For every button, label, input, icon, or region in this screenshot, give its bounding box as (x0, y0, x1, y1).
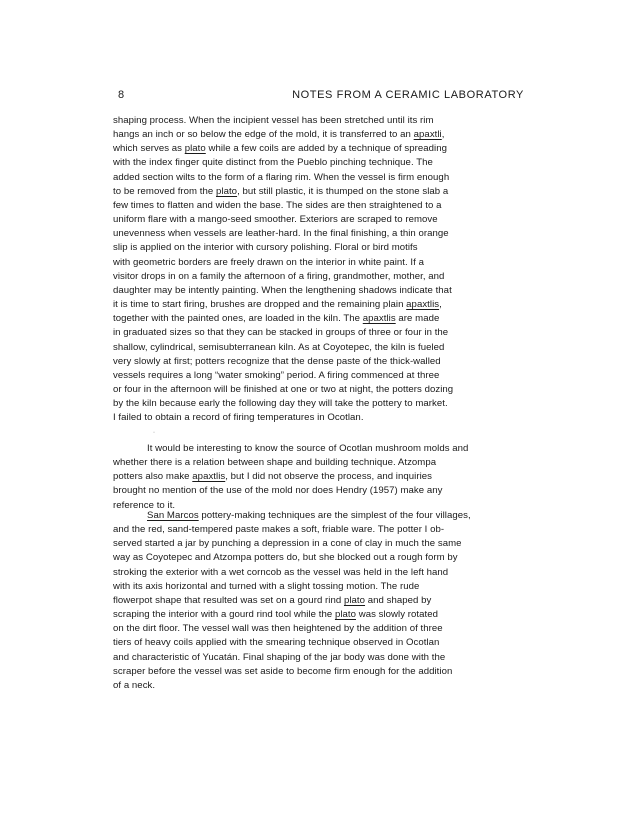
paragraph-3 (113, 509, 533, 693)
underlined-term: apaxtlis (192, 471, 226, 483)
text-line: tiers of heavy coils applied with the smearing technique observed in Ocotlan (113, 637, 440, 649)
text-line: flowerpot shape that resulted was set on a gourd rind plato and shaped by (113, 594, 432, 606)
text-line: with the index finger quite distinct from the Pueblo pinching technique. The (113, 157, 433, 169)
text-line: added section wilts to the form of a flaring rim. When the vessel is firm enough (113, 171, 450, 183)
paragraph-2 (113, 442, 533, 513)
text-line: very slowly at first; potters recognize that the dense paste of the thick-walled (113, 355, 441, 367)
page-header (118, 89, 524, 105)
text-line: slip is applied on the interior with cursory polishing. Floral or bird motifs (113, 242, 418, 254)
text-line: hangs an inch or so below the edge of the mold, it is transferred to an apaxtli, (113, 129, 445, 141)
text-line: whether there is a relation between shape and building technique. Atzompa (113, 457, 437, 469)
text-line: reference to it. (113, 499, 176, 511)
text-line: I failed to obtain a record of firing temperatures in Ocotlan. (113, 412, 364, 424)
text-line: together with the painted ones, are loaded in the kiln. The apaxtlis are made (113, 313, 440, 325)
underlined-term: plato (343, 594, 366, 606)
paragraph-1 (113, 114, 533, 425)
text-line: by the kiln because early the following day they will take the pottery to market. (113, 398, 448, 410)
underlined-term: San Marcos (147, 510, 199, 521)
underlined-term: apaxtlis (362, 313, 396, 325)
text-line: or four in the afternoon will be finished at one or two at night, the potters dozing (113, 383, 454, 395)
text-line: shaping process. When the incipient vessel has been stretched until its rim (113, 115, 434, 126)
text-line: in graduated sizes so that they can be stacked in groups of three or four in the (113, 327, 449, 339)
text-line: it is time to start firing, brushes are dropped and the remaining plain apaxtlis, (113, 299, 442, 311)
underlined-term: apaxtlis (406, 299, 440, 311)
text-line: of a neck. (113, 679, 156, 691)
text-line: uniform flare with a mango-seed smoother. Exteriors are scraped to remove (113, 214, 438, 226)
text-line: vessels requires a long “water smoking” period. A firing commenced at three (113, 369, 440, 381)
text-line: with geometric borders are freely drawn on the interior in white paint. If a (113, 256, 424, 268)
text-line: served started a jar by punching a depression in a cone of clay in much the same (113, 538, 462, 550)
text-line: which serves as plato while a few coils are added by a technique of spreading (113, 143, 447, 155)
text-line: to be removed from the plato, but still plastic, it is thumped on the stone slab a (113, 185, 449, 197)
text-line: scraper before the vessel was set aside to become firm enough for the addition (113, 665, 453, 677)
page-number: 8 (118, 89, 125, 101)
text-line: few times to flatten and widen the base. The sides are then straightened to a (113, 199, 442, 211)
text-line: stroking the exterior with a wet corncob as the vessel was held in the left hand (113, 566, 449, 578)
text-line: scraping the interior with a gourd rind tool while the plato was slowly rotated (113, 609, 438, 621)
underlined-term: apaxtli (413, 129, 442, 141)
text-line: way as Coyotepec and Atzompa potters do, but she blocked out a rough form by (113, 552, 458, 564)
underlined-term: plato (184, 143, 206, 155)
underlined-term: plato (216, 185, 238, 197)
text-line: and characteristic of Yucatán. Final shaping of the jar body was done with the (113, 651, 446, 663)
text-line: daughter may be intently painting. When the lengthening shadows indicate that (113, 284, 452, 296)
text-line: shallow, cylindrical, semisubterranean kiln. As at Coyotepec, the kiln is fueled (113, 341, 445, 353)
text-line: with its axis horizontal and turned with a slight tossing motion. The rude (113, 580, 420, 592)
running-head: NOTES FROM A CERAMIC LABORATORY (292, 89, 524, 101)
text-line: on the dirt floor. The vessel wall was then heightened by the addition of three (113, 623, 443, 635)
text-line: visitor drops in on a family the afternoon of a firing, grandmother, mother, and (113, 270, 445, 282)
text-line: brought no mention of the use of the mold nor does Hendry (1957) make any (113, 485, 443, 497)
text-line: unevenness when vessels are leather-hard. In the final finishing, a thin orange (113, 228, 449, 240)
underlined-term: plato (334, 609, 356, 621)
text-line: It would be interesting to know the source of Ocotlan mushroom molds and (147, 443, 469, 454)
stray-mark: · (153, 430, 155, 436)
text-line: potters also make apaxtlis, but I did not observe the process, and inquiries (113, 471, 432, 483)
text-line: and the red, sand-tempered paste makes a soft, friable ware. The potter I ob- (113, 524, 445, 536)
text-line: San Marcos pottery-making techniques are the simplest of the four villages, (147, 510, 471, 521)
